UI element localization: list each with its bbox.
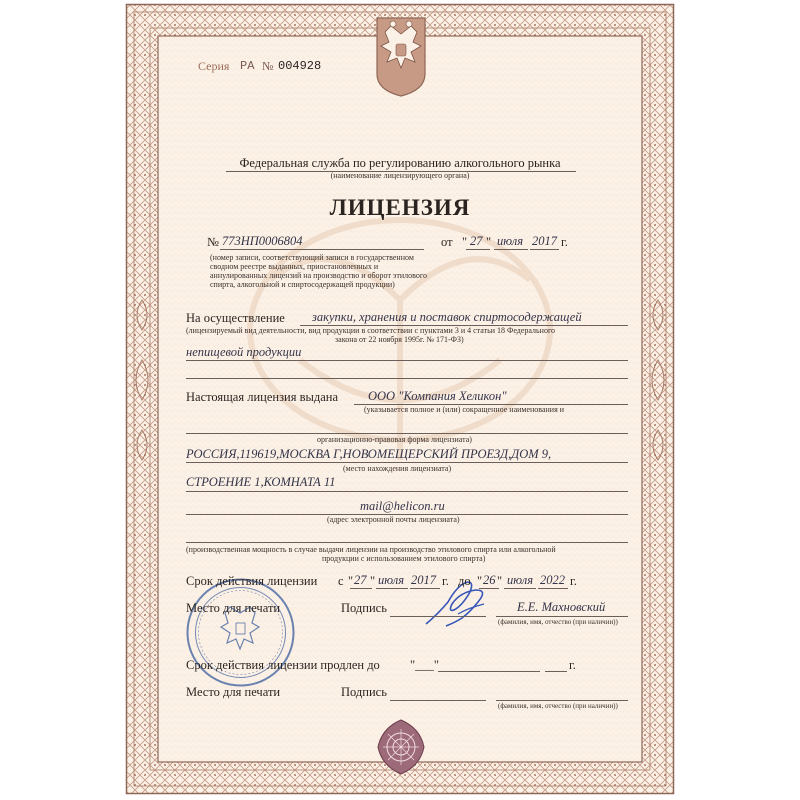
licensee-address-caption: (место нахождения лицензиата) — [343, 464, 452, 473]
activity-caption-2: закона от 22 ноября 1995г. № 171-ФЗ) — [335, 335, 464, 344]
record-day: 27 — [470, 234, 483, 248]
record-caption-4: спирта, алкогольной и спиртосодержащей продукции) — [210, 280, 395, 289]
licensee-caption-1: (указывается полное и (или) сокращенное наименования и — [364, 405, 565, 414]
extension-year-suffix: г. — [569, 658, 576, 672]
signer-caption: (фамилия, имя, отчество (при наличии)) — [498, 618, 618, 626]
ornament-rosette-icon — [374, 718, 428, 776]
page-title: ЛИЦЕНЗИЯ — [329, 195, 471, 220]
capacity-caption-2: продукции с использованием этилового спирта) — [322, 554, 486, 563]
validity-to-word: до — [458, 574, 471, 588]
series-number: 004928 — [278, 59, 322, 73]
record-year-suffix: г. — [561, 235, 568, 249]
stamp-place-label: Место для печати — [186, 601, 281, 615]
series-label: Серия — [198, 59, 230, 73]
licensee-address-1: РОССИЯ,119619,МОСКВА Г,НОВОМЕЩЕРСКИЙ ПРОЕЗД,ДОМ 9, — [186, 447, 552, 461]
license-document: Серия РА № 004928 Федеральная служба по регулированию алкогольного рынка (наименование лицензирующего органа) ЛИЦЕНЗИЯ № 773НП0006804 от " 27 " июля 2017 г. (номер записи, соответствующий записи в государственном сводном реестре выданных, приостановленных и аннулированных лицензий на производство и оборот этилового спирта, алкогольной и спиртосодержащей продукции) На осуществление закупки, хранения и поставок спиртосодержащей (лицензируемый вид деятельности, вид продукции в соответствии с пунктами 3 и 4 статьи 18 Федерального закона от 22 ноября 1995г. № 171-ФЗ) непищевой продукции Настоящая лицензия выдана ООО "Компания Хеликон" (указывается полное и (или) сокращенное наименования и организационно-правовая форма лицензиата) РОССИЯ,119619,МОСКВА Г,НОВОМЕЩЕРСКИЙ ПРОЕЗД,ДОМ 9, (место нахождения лицензиата) СТРОЕНИЕ 1,КОМНАТА 11 mail@helicon.ru (адрес электронной почты лицензиата) (производственная мощность в случае выдачи лицензии на производство этилового спирта или алкогольной продукции с использованием этилового спирта) Срок действия лицензии с " 27 " июля 2017 г. до " 26 " июля 2022 г. Место для печати Подпись Е.Е. Махновский (фамилия, имя, отчество (при наличии)) Срок действия лицензии продлен до "___" г. Место для печати Подпись (фамилия, имя, отчество (при наличии)) — [0, 0, 800, 800]
validity-to-month: июля — [507, 573, 534, 587]
validity-from-day: 27 — [354, 573, 367, 587]
record-from-label: от — [441, 235, 453, 249]
validity-to-day: 26 — [483, 573, 496, 587]
record-caption-1: (номер записи, соответствующий записи в государственном — [210, 253, 414, 262]
validity-from-year-suffix: г. — [442, 574, 449, 588]
validity-to-year-suffix: г. — [570, 574, 577, 588]
round-seal-stamp-icon — [183, 575, 298, 690]
validity-label: Срок действия лицензии — [186, 574, 318, 588]
series-number-sign: № — [262, 59, 274, 73]
record-number-label: № — [207, 235, 219, 249]
validity-to-year: 2022 — [540, 573, 565, 587]
activity-value-2: непищевой продукции — [186, 345, 302, 359]
capacity-caption-1: (производственная мощность в случае выдачи лицензии на производство этилового спирта или алкогольной — [186, 545, 556, 554]
licensee-address-2: СТРОЕНИЕ 1,КОМНАТА 11 — [186, 475, 336, 489]
activity-label: На осуществление — [186, 311, 285, 325]
validity-from-month: июля — [378, 573, 405, 587]
extension-signature-label: Подпись — [341, 685, 387, 699]
activity-caption-1: (лицензируемый вид деятельности, вид продукции в соответствии с пунктами 3 и 4 статьи 18 Федерального — [186, 326, 556, 335]
authority-caption: (наименование лицензирующего органа) — [330, 171, 470, 180]
extension-label: Срок действия лицензии продлен до — [186, 658, 380, 672]
licensee-caption-2: организационно-правовая форма лицензиата) — [317, 435, 472, 444]
licensee-name: ООО "Компания Хеликон" — [368, 389, 507, 403]
extension-stamp-place-label: Место для печати — [186, 685, 281, 699]
validity-from-year: 2017 — [411, 573, 436, 587]
double-headed-eagle-icon — [371, 12, 431, 98]
record-month: июля — [497, 234, 524, 248]
licensee-email-caption: (адрес электронной почты лицензиата) — [327, 515, 460, 524]
extension-date-mask: "___" — [410, 658, 439, 672]
authority-name: Федеральная служба по регулированию алкогольного рынка — [239, 156, 561, 170]
licensee-email: mail@helicon.ru — [360, 499, 445, 513]
record-caption-2: сводном реестре выданных, приостановленных и — [210, 262, 379, 271]
extension-signer-caption: (фамилия, имя, отчество (при наличии)) — [498, 702, 618, 710]
series-code: РА — [240, 59, 255, 73]
record-caption-3: аннулированных лицензий на производство и оборот этилового — [210, 271, 427, 280]
record-number: 773НП0006804 — [222, 234, 303, 248]
signer-name: Е.Е. Махновский — [517, 600, 606, 614]
record-year: 2017 — [532, 234, 557, 248]
activity-value-1: закупки, хранения и поставок спиртосодержащей — [312, 310, 582, 324]
licensee-label: Настоящая лицензия выдана — [186, 390, 339, 404]
validity-from-word: с — [338, 574, 344, 588]
signature-label: Подпись — [341, 601, 387, 615]
